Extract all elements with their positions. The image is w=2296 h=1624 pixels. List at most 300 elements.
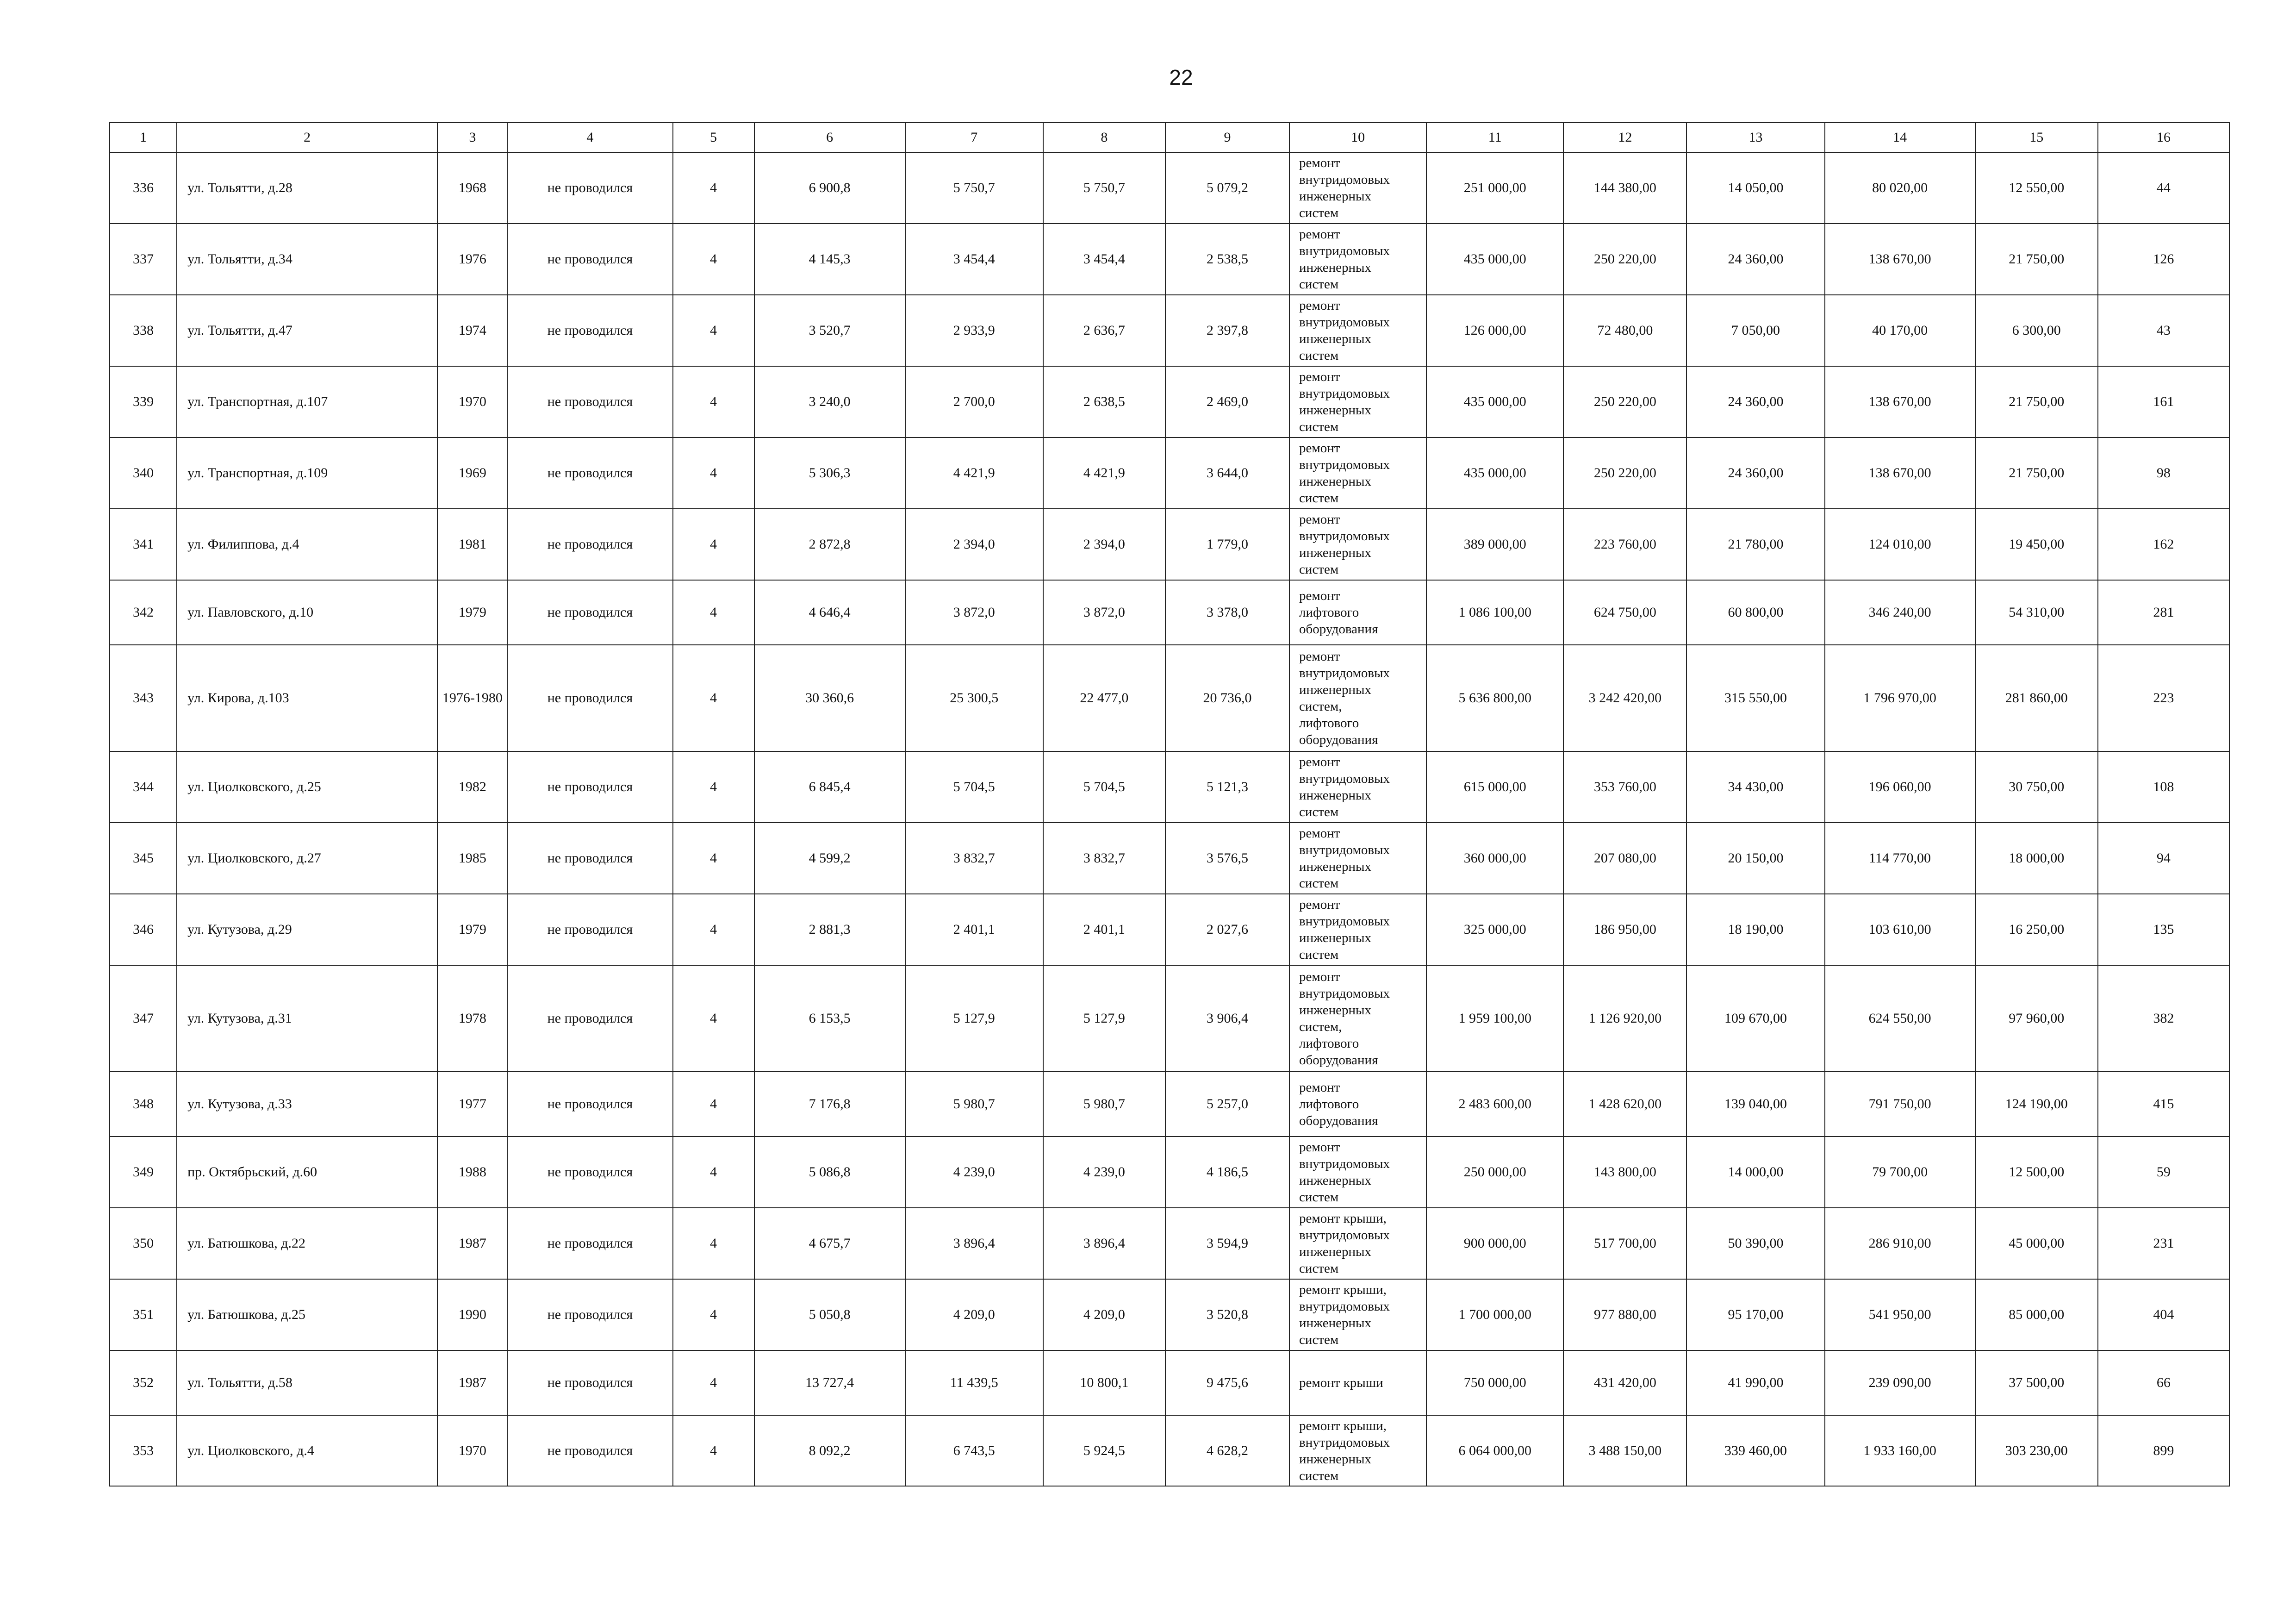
work-type-line: систем: [1299, 277, 1339, 292]
total-area-cell: 6 153,5: [754, 965, 905, 1072]
work-type-cell: [1289, 894, 1426, 965]
column-number-11: 11: [1426, 123, 1563, 152]
total-cost-cell: 615 000,00: [1426, 751, 1563, 823]
work-type-line: внутридомовых: [1299, 315, 1390, 330]
previous-repair-cell: не проводился: [507, 751, 672, 823]
work-type-cell: [1289, 1415, 1426, 1486]
col9-area-cell: 5 257,0: [1165, 1072, 1289, 1137]
previous-repair-cell: не проводился: [507, 1208, 672, 1279]
col8-area-cell: 4 209,0: [1043, 1279, 1165, 1350]
work-type-line: инженерных: [1299, 1244, 1372, 1259]
col12-cost-cell: 624 750,00: [1563, 580, 1686, 645]
col15-cost-cell: 16 250,00: [1975, 894, 2098, 965]
previous-repair-cell: не проводился: [507, 437, 672, 509]
previous-repair-cell: не проводился: [507, 1072, 672, 1137]
work-type-line: ремонт: [1299, 588, 1340, 603]
col13-cost-cell: 109 670,00: [1686, 965, 1824, 1072]
col9-area-cell: 3 644,0: [1165, 437, 1289, 509]
total-area-cell: 5 086,8: [754, 1137, 905, 1208]
col8-area-cell: 4 239,0: [1043, 1137, 1165, 1208]
col13-cost-cell: 50 390,00: [1686, 1208, 1824, 1279]
group-cell: 4: [673, 580, 754, 645]
work-type-cell: [1289, 437, 1426, 509]
col15-cost-cell: 12 500,00: [1975, 1137, 2098, 1208]
work-type-cell: [1289, 823, 1426, 894]
work-type-line: инженерных: [1299, 788, 1372, 803]
year-built-cell: 1987: [437, 1208, 507, 1279]
work-type-line: инженерных: [1299, 1316, 1372, 1330]
previous-repair-cell: не проводился: [507, 580, 672, 645]
col12-cost-cell: 143 800,00: [1563, 1137, 1686, 1208]
col9-area-cell: 1 779,0: [1165, 509, 1289, 580]
total-cost-cell: 2 483 600,00: [1426, 1072, 1563, 1137]
work-type-line: систем: [1299, 1261, 1339, 1276]
residents-count-cell: 404: [2098, 1279, 2229, 1350]
residents-count-cell: 135: [2098, 894, 2229, 965]
total-cost-cell: 389 000,00: [1426, 509, 1563, 580]
work-type-line: ремонт: [1299, 298, 1340, 313]
col7-area-cell: 3 832,7: [905, 823, 1043, 894]
residents-count-cell: 162: [2098, 509, 2229, 580]
work-type-line: ремонт крыши,: [1299, 1282, 1387, 1297]
work-type-line: инженерных: [1299, 682, 1372, 697]
work-type-line: оборудования: [1299, 1113, 1378, 1128]
col13-cost-cell: 139 040,00: [1686, 1072, 1824, 1137]
column-number-12: 12: [1563, 123, 1686, 152]
col13-cost-cell: 60 800,00: [1686, 580, 1824, 645]
col7-area-cell: 4 209,0: [905, 1279, 1043, 1350]
table-row: [110, 751, 2229, 823]
col8-area-cell: 3 872,0: [1043, 580, 1165, 645]
work-type-line: инженерных: [1299, 1451, 1372, 1467]
col12-cost-cell: 353 760,00: [1563, 751, 1686, 823]
col14-cost-cell: 541 950,00: [1825, 1279, 1975, 1350]
col8-area-cell: 3 896,4: [1043, 1208, 1165, 1279]
column-number-4: 4: [507, 123, 672, 152]
total-area-cell: 5 050,8: [754, 1279, 905, 1350]
row-number-cell: 349: [110, 1137, 177, 1208]
col12-cost-cell: 3 242 420,00: [1563, 645, 1686, 751]
table-row: [110, 1137, 2229, 1208]
col15-cost-cell: 19 450,00: [1975, 509, 2098, 580]
col7-area-cell: 3 872,0: [905, 580, 1043, 645]
col9-area-cell: 4 628,2: [1165, 1415, 1289, 1486]
work-type-cell: [1289, 509, 1426, 580]
col14-cost-cell: 138 670,00: [1825, 366, 1975, 437]
col14-cost-cell: 80 020,00: [1825, 152, 1975, 224]
col12-cost-cell: 431 420,00: [1563, 1350, 1686, 1415]
column-number-16: 16: [2098, 123, 2229, 152]
address-cell: ул. Тольятти, д.28: [177, 152, 437, 224]
row-number-cell: 338: [110, 295, 177, 366]
total-cost-cell: 5 636 800,00: [1426, 645, 1563, 751]
column-number-1: 1: [110, 123, 177, 152]
work-type-line: инженерных: [1299, 545, 1372, 560]
group-cell: 4: [673, 1208, 754, 1279]
column-number-13: 13: [1686, 123, 1824, 152]
work-type-line: ремонт крыши: [1299, 1375, 1383, 1390]
table-row: [110, 1279, 2229, 1350]
col13-cost-cell: 21 780,00: [1686, 509, 1824, 580]
col7-area-cell: 5 980,7: [905, 1072, 1043, 1137]
total-area-cell: 6 845,4: [754, 751, 905, 823]
work-type-line: оборудования: [1299, 732, 1378, 747]
address-cell: ул. Циолковского, д.4: [177, 1415, 437, 1486]
work-type-line: лифтового: [1299, 1036, 1359, 1051]
column-number-10: 10: [1289, 123, 1426, 152]
address-cell: ул. Тольятти, д.34: [177, 224, 437, 295]
total-area-cell: 3 520,7: [754, 295, 905, 366]
col15-cost-cell: 124 190,00: [1975, 1072, 2098, 1137]
work-type-line: ремонт: [1299, 227, 1340, 242]
work-type-line: систем: [1299, 805, 1339, 819]
col7-area-cell: 5 704,5: [905, 751, 1043, 823]
col15-cost-cell: 6 300,00: [1975, 295, 2098, 366]
col8-area-cell: 5 750,7: [1043, 152, 1165, 224]
row-number-cell: 343: [110, 645, 177, 751]
work-type-line: лифтового: [1299, 605, 1359, 620]
column-number-row: [110, 123, 2229, 152]
work-type-line: инженерных: [1299, 474, 1372, 489]
col14-cost-cell: 791 750,00: [1825, 1072, 1975, 1137]
group-cell: 4: [673, 224, 754, 295]
col15-cost-cell: 21 750,00: [1975, 437, 2098, 509]
work-type-line: ремонт: [1299, 826, 1340, 841]
year-built-cell: 1970: [437, 366, 507, 437]
table-row: [110, 645, 2229, 751]
total-area-cell: 30 360,6: [754, 645, 905, 751]
col8-area-cell: 22 477,0: [1043, 645, 1165, 751]
col8-area-cell: 3 832,7: [1043, 823, 1165, 894]
col14-cost-cell: 1 933 160,00: [1825, 1415, 1975, 1486]
col9-area-cell: 9 475,6: [1165, 1350, 1289, 1415]
work-type-cell: [1289, 1350, 1426, 1415]
previous-repair-cell: не проводился: [507, 823, 672, 894]
work-type-cell: [1289, 965, 1426, 1072]
work-type-line: ремонт: [1299, 1140, 1340, 1155]
year-built-cell: 1985: [437, 823, 507, 894]
row-number-cell: 340: [110, 437, 177, 509]
work-type-line: систем: [1299, 947, 1339, 962]
col8-area-cell: 2 636,7: [1043, 295, 1165, 366]
work-type-line: ремонт: [1299, 649, 1340, 664]
col15-cost-cell: 97 960,00: [1975, 965, 2098, 1072]
previous-repair-cell: не проводился: [507, 152, 672, 224]
col12-cost-cell: 250 220,00: [1563, 366, 1686, 437]
group-cell: 4: [673, 1279, 754, 1350]
column-number-15: 15: [1975, 123, 2098, 152]
col15-cost-cell: 303 230,00: [1975, 1415, 2098, 1486]
residents-count-cell: 94: [2098, 823, 2229, 894]
work-type-line: систем: [1299, 491, 1339, 506]
col14-cost-cell: 79 700,00: [1825, 1137, 1975, 1208]
col8-area-cell: 5 924,5: [1043, 1415, 1165, 1486]
work-type-cell: [1289, 1279, 1426, 1350]
row-number-cell: 336: [110, 152, 177, 224]
address-cell: ул. Транспортная, д.107: [177, 366, 437, 437]
work-type-line: ремонт: [1299, 969, 1340, 984]
total-area-cell: 6 900,8: [754, 152, 905, 224]
previous-repair-cell: не проводился: [507, 645, 672, 751]
work-type-line: систем: [1299, 419, 1339, 434]
col13-cost-cell: 34 430,00: [1686, 751, 1824, 823]
previous-repair-cell: не проводился: [507, 965, 672, 1072]
work-type-line: ремонт крыши,: [1299, 1211, 1387, 1226]
work-type-line: внутридомовых: [1299, 1228, 1390, 1243]
work-type-line: внутридомовых: [1299, 1435, 1390, 1450]
group-cell: 4: [673, 751, 754, 823]
group-cell: 4: [673, 437, 754, 509]
work-type-cell: [1289, 152, 1426, 224]
col7-area-cell: 3 896,4: [905, 1208, 1043, 1279]
col15-cost-cell: 281 860,00: [1975, 645, 2098, 751]
col9-area-cell: 5 121,3: [1165, 751, 1289, 823]
col8-area-cell: 5 980,7: [1043, 1072, 1165, 1137]
table-row: [110, 965, 2229, 1072]
year-built-cell: 1976-1980: [437, 645, 507, 751]
previous-repair-cell: не проводился: [507, 1137, 672, 1208]
previous-repair-cell: не проводился: [507, 1350, 672, 1415]
address-cell: ул. Циолковского, д.25: [177, 751, 437, 823]
residents-count-cell: 415: [2098, 1072, 2229, 1137]
year-built-cell: 1987: [437, 1350, 507, 1415]
work-type-cell: [1289, 1208, 1426, 1279]
work-type-cell: [1289, 366, 1426, 437]
column-number-3: 3: [437, 123, 507, 152]
col7-area-cell: 25 300,5: [905, 645, 1043, 751]
col7-area-cell: 5 127,9: [905, 965, 1043, 1072]
total-cost-cell: 251 000,00: [1426, 152, 1563, 224]
group-cell: 4: [673, 965, 754, 1072]
col14-cost-cell: 286 910,00: [1825, 1208, 1975, 1279]
year-built-cell: 1976: [437, 224, 507, 295]
work-type-line: внутридомовых: [1299, 1299, 1390, 1314]
work-type-line: внутридомовых: [1299, 244, 1390, 258]
col14-cost-cell: 138 670,00: [1825, 224, 1975, 295]
row-number-cell: 337: [110, 224, 177, 295]
row-number-cell: 346: [110, 894, 177, 965]
col14-cost-cell: 124 010,00: [1825, 509, 1975, 580]
col9-area-cell: 3 576,5: [1165, 823, 1289, 894]
residents-count-cell: 161: [2098, 366, 2229, 437]
col13-cost-cell: 315 550,00: [1686, 645, 1824, 751]
year-built-cell: 1974: [437, 295, 507, 366]
col15-cost-cell: 18 000,00: [1975, 823, 2098, 894]
total-cost-cell: 1 086 100,00: [1426, 580, 1563, 645]
group-cell: 4: [673, 1350, 754, 1415]
column-number-9: 9: [1165, 123, 1289, 152]
residents-count-cell: 44: [2098, 152, 2229, 224]
work-type-line: внутридомовых: [1299, 666, 1390, 681]
col12-cost-cell: 517 700,00: [1563, 1208, 1686, 1279]
row-number-cell: 342: [110, 580, 177, 645]
column-number-6: 6: [754, 123, 905, 152]
col15-cost-cell: 21 750,00: [1975, 224, 2098, 295]
work-type-line: ремонт: [1299, 897, 1340, 912]
table-body: [110, 152, 2229, 1486]
year-built-cell: 1968: [437, 152, 507, 224]
work-type-line: систем: [1299, 562, 1339, 577]
col15-cost-cell: 85 000,00: [1975, 1279, 2098, 1350]
table-row: [110, 894, 2229, 965]
row-number-cell: 348: [110, 1072, 177, 1137]
row-number-cell: 353: [110, 1415, 177, 1486]
previous-repair-cell: не проводился: [507, 894, 672, 965]
group-cell: 4: [673, 823, 754, 894]
col8-area-cell: 4 421,9: [1043, 437, 1165, 509]
column-number-14: 14: [1825, 123, 1975, 152]
total-cost-cell: 126 000,00: [1426, 295, 1563, 366]
work-type-line: ремонт: [1299, 1080, 1340, 1095]
col8-area-cell: 3 454,4: [1043, 224, 1165, 295]
work-type-cell: [1289, 645, 1426, 751]
address-cell: ул. Батюшкова, д.25: [177, 1279, 437, 1350]
year-built-cell: 1969: [437, 437, 507, 509]
work-type-line: систем: [1299, 876, 1339, 891]
previous-repair-cell: не проводился: [507, 224, 672, 295]
col9-area-cell: 2 538,5: [1165, 224, 1289, 295]
work-type-line: ремонт крыши,: [1299, 1418, 1387, 1433]
total-cost-cell: 360 000,00: [1426, 823, 1563, 894]
work-type-line: инженерных: [1299, 260, 1372, 275]
residents-count-cell: 382: [2098, 965, 2229, 1072]
previous-repair-cell: не проводился: [507, 295, 672, 366]
group-cell: 4: [673, 152, 754, 224]
col12-cost-cell: 1 126 920,00: [1563, 965, 1686, 1072]
row-number-cell: 339: [110, 366, 177, 437]
total-area-cell: 4 646,4: [754, 580, 905, 645]
col13-cost-cell: 14 050,00: [1686, 152, 1824, 224]
col7-area-cell: 2 933,9: [905, 295, 1043, 366]
table-row: [110, 509, 2229, 580]
group-cell: 4: [673, 1072, 754, 1137]
residents-count-cell: 43: [2098, 295, 2229, 366]
total-area-cell: 13 727,4: [754, 1350, 905, 1415]
col13-cost-cell: 18 190,00: [1686, 894, 1824, 965]
col15-cost-cell: 12 550,00: [1975, 152, 2098, 224]
total-cost-cell: 1 959 100,00: [1426, 965, 1563, 1072]
row-number-cell: 341: [110, 509, 177, 580]
previous-repair-cell: не проводился: [507, 509, 672, 580]
table-row: [110, 1350, 2229, 1415]
table-header: [110, 123, 2229, 152]
col12-cost-cell: 207 080,00: [1563, 823, 1686, 894]
work-type-line: инженерных: [1299, 189, 1372, 204]
total-cost-cell: 1 700 000,00: [1426, 1279, 1563, 1350]
work-type-line: лифтового: [1299, 1097, 1359, 1112]
residents-count-cell: 98: [2098, 437, 2229, 509]
col15-cost-cell: 21 750,00: [1975, 366, 2098, 437]
col13-cost-cell: 24 360,00: [1686, 224, 1824, 295]
work-type-line: внутридомовых: [1299, 771, 1390, 786]
work-type-line: систем,: [1299, 699, 1342, 714]
total-area-cell: 5 306,3: [754, 437, 905, 509]
table-row: [110, 437, 2229, 509]
address-cell: ул. Кутузова, д.29: [177, 894, 437, 965]
total-cost-cell: 250 000,00: [1426, 1137, 1563, 1208]
col12-cost-cell: 223 760,00: [1563, 509, 1686, 580]
residents-count-cell: 108: [2098, 751, 2229, 823]
col9-area-cell: 20 736,0: [1165, 645, 1289, 751]
group-cell: 4: [673, 1415, 754, 1486]
work-type-line: оборудования: [1299, 622, 1378, 637]
total-cost-cell: 435 000,00: [1426, 366, 1563, 437]
column-number-8: 8: [1043, 123, 1165, 152]
col14-cost-cell: 196 060,00: [1825, 751, 1975, 823]
col12-cost-cell: 977 880,00: [1563, 1279, 1686, 1350]
work-type-cell: [1289, 751, 1426, 823]
residents-count-cell: 223: [2098, 645, 2229, 751]
table-row: [110, 580, 2229, 645]
work-type-line: инженерных: [1299, 403, 1372, 418]
col12-cost-cell: 250 220,00: [1563, 437, 1686, 509]
work-type-line: систем,: [1299, 1019, 1342, 1034]
address-cell: ул. Павловского, д.10: [177, 580, 437, 645]
row-number-cell: 350: [110, 1208, 177, 1279]
year-built-cell: 1979: [437, 894, 507, 965]
residents-count-cell: 126: [2098, 224, 2229, 295]
col12-cost-cell: 1 428 620,00: [1563, 1072, 1686, 1137]
work-type-line: инженерных: [1299, 859, 1372, 874]
col9-area-cell: 4 186,5: [1165, 1137, 1289, 1208]
work-type-line: ремонт: [1299, 755, 1340, 769]
work-type-line: внутридомовых: [1299, 843, 1390, 857]
work-type-line: внутридомовых: [1299, 529, 1390, 543]
work-type-line: систем: [1299, 348, 1339, 363]
col9-area-cell: 2 397,8: [1165, 295, 1289, 366]
row-number-cell: 347: [110, 965, 177, 1072]
total-area-cell: 4 145,3: [754, 224, 905, 295]
col12-cost-cell: 3 488 150,00: [1563, 1415, 1686, 1486]
col14-cost-cell: 40 170,00: [1825, 295, 1975, 366]
table-row: [110, 224, 2229, 295]
group-cell: 4: [673, 1137, 754, 1208]
work-type-line: внутридомовых: [1299, 1156, 1390, 1171]
group-cell: 4: [673, 295, 754, 366]
work-type-line: инженерных: [1299, 331, 1372, 346]
previous-repair-cell: не проводился: [507, 1415, 672, 1486]
col7-area-cell: 4 239,0: [905, 1137, 1043, 1208]
table-row: [110, 1208, 2229, 1279]
work-type-line: внутридомовых: [1299, 986, 1390, 1001]
address-cell: ул. Циолковского, д.27: [177, 823, 437, 894]
col9-area-cell: 3 594,9: [1165, 1208, 1289, 1279]
col9-area-cell: 3 378,0: [1165, 580, 1289, 645]
work-type-cell: [1289, 1072, 1426, 1137]
year-built-cell: 1979: [437, 580, 507, 645]
col15-cost-cell: 45 000,00: [1975, 1208, 2098, 1279]
col7-area-cell: 2 700,0: [905, 366, 1043, 437]
total-area-cell: 8 092,2: [754, 1415, 905, 1486]
address-cell: ул. Кирова, д.103: [177, 645, 437, 751]
year-built-cell: 1981: [437, 509, 507, 580]
previous-repair-cell: не проводился: [507, 366, 672, 437]
col9-area-cell: 5 079,2: [1165, 152, 1289, 224]
address-cell: ул. Кутузова, д.33: [177, 1072, 437, 1137]
col14-cost-cell: 103 610,00: [1825, 894, 1975, 965]
col7-area-cell: 2 394,0: [905, 509, 1043, 580]
residents-count-cell: 281: [2098, 580, 2229, 645]
col9-area-cell: 2 027,6: [1165, 894, 1289, 965]
col9-area-cell: 3 906,4: [1165, 965, 1289, 1072]
col8-area-cell: 2 394,0: [1043, 509, 1165, 580]
total-cost-cell: 325 000,00: [1426, 894, 1563, 965]
col13-cost-cell: 24 360,00: [1686, 437, 1824, 509]
col12-cost-cell: 186 950,00: [1563, 894, 1686, 965]
work-type-line: внутридомовых: [1299, 386, 1390, 401]
col15-cost-cell: 37 500,00: [1975, 1350, 2098, 1415]
col12-cost-cell: 144 380,00: [1563, 152, 1686, 224]
